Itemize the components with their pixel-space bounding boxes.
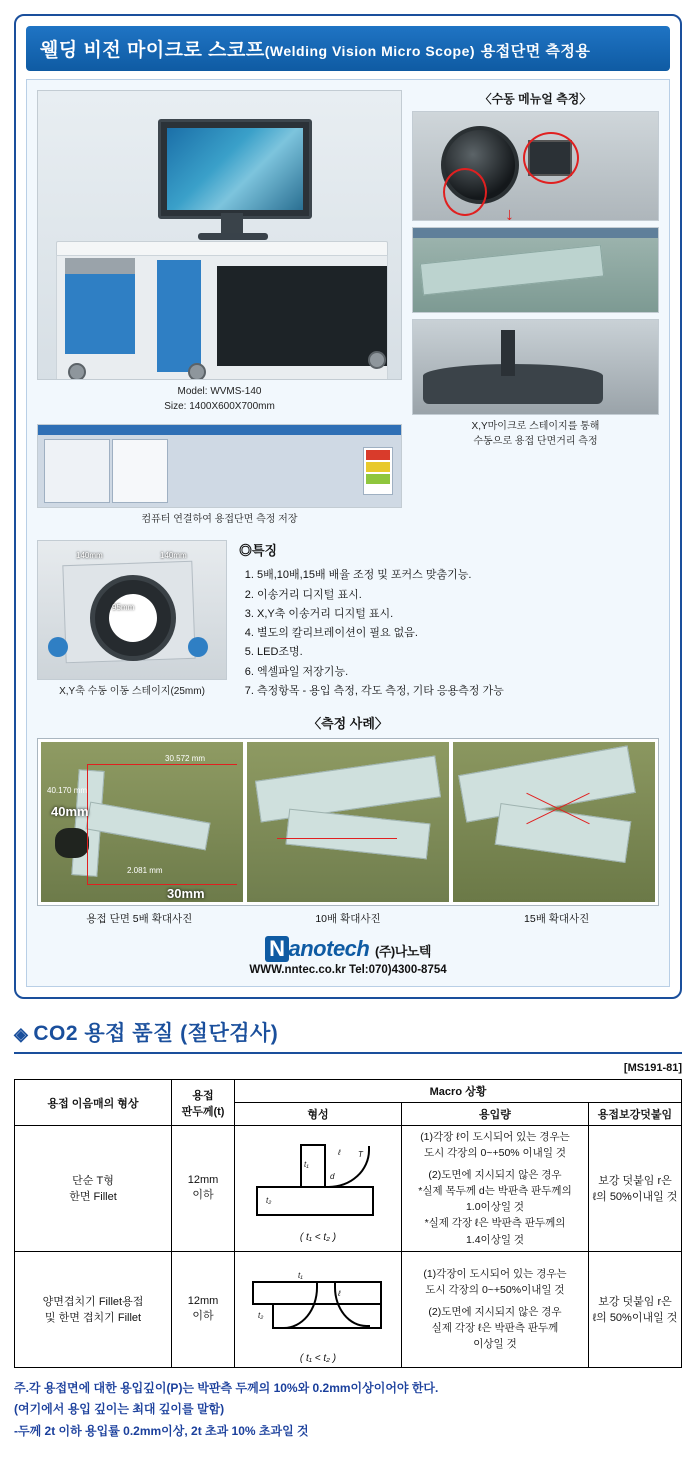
sketch-line [256,1186,258,1216]
reinforce-line-1: 보강 덧붙임 r은 [598,1175,672,1188]
sketch-label-t2: t₂ [266,1195,272,1205]
monitor-base [198,233,268,240]
th-thickness-line-2: 판두께(t) [181,1105,225,1118]
penetration-line: (1)각장 ℓ이 도시되어 있는 경우는 [420,1131,570,1143]
stage-detail-block [37,540,227,702]
manual-title: 〈수동 메뉴얼 측정〉 [479,92,592,106]
monitor-stand [221,213,243,235]
cell-penetration [402,1126,589,1252]
machine-block [37,90,402,528]
dim-inner-label: 95mm [112,602,135,612]
cell-shape [15,1126,172,1252]
cell-thickness [172,1251,235,1367]
machine-photo [37,90,402,380]
monitor-illustration [158,119,312,219]
brochure-footer [37,936,659,976]
caster-wheel [68,363,86,380]
feature-item: 5. LED조명. [257,643,659,662]
penetration-line: 도시 각장의 0~+50%이내일 것 [425,1284,565,1297]
vertical-dimension-label: 40mm [51,804,89,819]
dim-top-label: 140mm [76,550,103,560]
monitor-screen [167,128,303,210]
company-logo [37,936,659,962]
penetration-line: 실제 각장 ℓ은 박판측 판두께 [431,1321,559,1334]
dim-right-label: 140mm [160,550,187,560]
caster-wheel [188,363,206,380]
spec-title-text: CO2 용접 품질 (절단검사) [33,1022,279,1045]
logo-initial: N [265,936,288,962]
sample-caption: 용접 단면 5배 확대사진 [86,913,193,925]
sample-photo-10x [247,742,449,902]
spec-title [14,1017,682,1054]
sample-caption: 15배 확대사진 [524,913,590,925]
stage-caption [412,420,659,449]
stage-ring [90,575,176,661]
arrow-icon: ↓ [505,204,514,221]
stage-ring-inner [109,594,157,642]
sketch-line [256,1214,374,1216]
spec-table [14,1079,682,1368]
sketch-line [372,1186,374,1216]
reinforce-line-1: 보강 덧붙임 r은 [598,1296,672,1309]
software-panel-center [112,439,168,503]
sketch-weld-arc [324,1146,370,1188]
feature-item: 1. 5배,10배,15배 배율 조정 및 포커스 맞춤기능. [257,566,659,585]
sample-photo-15x [453,742,655,902]
thickness-line-1: 12mm [187,1295,219,1308]
weld-section [495,803,632,863]
brochure-body [26,79,670,987]
note-line: -두께 2t 이하 용입률 0.2mm이상, 2t 초과 10% 초과일 것 [14,1424,309,1439]
penetration-line: 1.0이상일 것 [465,1201,525,1214]
features-title: ◎특징 [239,542,278,558]
sketch-line [256,1186,374,1188]
th-penetration: 용입량 [402,1103,589,1126]
measure-label: 2.081 mm [127,866,163,875]
logo-main: anotech [288,936,370,961]
xy-stage-photo [412,319,659,415]
document-page [0,14,696,1459]
software-titlebar [38,425,401,435]
measure-line [87,884,237,885]
weld-section [286,809,431,860]
brochure-title-en: (Welding Vision Micro Scope) [264,43,476,59]
spec-table-head [15,1080,682,1126]
sketch-weld-arc [280,1283,318,1329]
table-header-row [15,1080,682,1103]
th-reinforce: 용접보강덧붙임 [589,1103,682,1126]
cell-reinforce [589,1251,682,1367]
feature-item: 4. 별도의 칼리브레이션이 필요 없음. [257,624,659,643]
manual-measure-photo [412,111,659,221]
cabinet-door-left [65,274,135,354]
spec-table-body [15,1126,682,1368]
brochure-row-1 [37,90,659,528]
stage-probe [501,330,515,376]
penetration-line: (2)도면에 지시되지 않은 경우 [428,1305,562,1318]
sketch-label-t2: t₂ [258,1310,264,1320]
measure-line [277,838,397,839]
th-macro: Macro 상황 [235,1080,682,1103]
penetration-line: *실제 각장 ℓ은 박판측 판두께의 [424,1217,566,1230]
cabinet-opening [217,266,387,366]
measure-line [87,764,237,765]
legend-swatch [366,462,390,472]
company-contact: WWW.nntec.co.kr Tel:070)4300-8754 [249,964,447,976]
diamond-icon: ◈ [14,1024,29,1044]
pc-software-photo [37,424,402,508]
brochure-header [26,26,670,71]
sketch-label-t1: t₁ [298,1270,303,1280]
stage-detail-photo [37,540,227,680]
sketch-line [300,1144,302,1186]
sketch-label-t1: t₁ [304,1159,309,1169]
sample-caption: 10배 확대사진 [315,913,381,925]
weld-bead [420,245,604,296]
weld-root [55,828,89,858]
sketch-note: ( t₁ < t₂ ) [299,1231,337,1243]
penetration-line: 이상일 것 [473,1338,517,1351]
penetration-line: (1)각장이 도시되어 있는 경우는 [423,1268,567,1281]
cell-sketch [235,1126,402,1252]
thickness-line-2: 이하 [192,1310,214,1323]
sketch-label-d: d [330,1171,335,1181]
penetration-line: 도시 각장의 0~+50% 이내일 것 [423,1147,567,1160]
weld-section [85,802,210,851]
sketch-line [252,1281,254,1305]
pc-caption: 컴퓨터 연결하여 용접단면 측정 저장 [141,514,298,525]
machine-model: Model: WVMS-140 [177,386,262,397]
shape-line-1: 단순 T형 [72,1175,114,1188]
reinforce-line-2: ℓ의 50%이내일 것 [592,1312,678,1325]
sketch-note: ( t₁ < t₂ ) [299,1352,337,1364]
desk-cabinet [56,255,388,380]
micrometer-knob [48,637,68,657]
cabinet-door-center [157,260,201,372]
measure-label: 30.572 mm [165,754,206,763]
stage-caption-line-2: 수동으로 용접 단면거리 측정 [473,435,598,447]
penetration-line: 1.4이상일 것 [465,1233,525,1246]
feature-item: 2. 이송거리 디지털 표시. [257,586,659,605]
sketch-line [300,1144,326,1146]
right-column [412,90,659,528]
penetration-line: *실제 목두께 d는 박판측 판두께의 [418,1184,572,1197]
micrometer-knob [188,637,208,657]
samples-title: 〈측정 사례〉 [308,716,388,731]
spec-doc-number: [MS191-81] [623,1062,682,1074]
shape-line-2: 한면 Fillet [69,1191,117,1204]
caster-wheel [368,351,386,369]
table-row [15,1251,682,1367]
th-shape: 용접 이음매의 형상 [15,1080,172,1126]
weld-section [255,756,441,823]
reinforce-line-2: ℓ의 50%이내일 것 [592,1191,678,1204]
feature-item: 3. X,Y축 이송거리 디지털 표시. [257,605,659,624]
cell-reinforce [589,1126,682,1252]
th-thickness-line-1: 용접 [192,1089,214,1102]
measure-line [87,764,88,884]
brochure-panel [14,14,682,999]
stage-detail-caption: X,Y축 수동 이동 스테이지(25mm) [59,685,205,697]
machine-size: Size: 1400X600X700mm [164,400,275,412]
features-list [239,566,659,701]
sketch-line [272,1303,274,1329]
brochure-row-2 [37,540,659,702]
samples-row [37,738,659,906]
shape-line-1: 양면겹치기 Fillet용접 [42,1296,144,1309]
measure-label: 40.170 mm [47,786,88,795]
sketch-line [380,1281,382,1329]
horizontal-dimension-label: 30mm [167,886,205,901]
logo-korean: (주)나노텍 [374,944,431,959]
thickness-line-2: 이하 [192,1189,214,1202]
shape-line-2: 및 한면 겹치기 Fillet [44,1312,142,1325]
legend-swatch [366,450,390,460]
th-thickness [172,1080,235,1126]
sketch-label-l: ℓ [338,1288,341,1298]
control-panel [65,258,135,274]
sample-photo-5x [41,742,243,902]
cell-sketch [235,1251,402,1367]
software-color-legend [363,447,393,495]
screenshot-titlebar [413,228,658,238]
highlight-circle [523,132,579,184]
software-panel-left [44,439,110,503]
feature-item: 6. 엑셀파일 저장기능. [257,663,659,682]
spec-section [14,1017,682,1443]
cell-shape [15,1251,172,1367]
feature-item: 7. 측정항목 - 용입 측정, 각도 측정, 기타 응용측정 가능 [257,682,659,701]
sketch-label-l: ℓ [338,1147,341,1157]
penetration-line: (2)도면에 지시되지 않은 경우 [428,1168,562,1181]
cell-thickness [172,1126,235,1252]
spec-notes [14,1378,682,1443]
legend-swatch [366,474,390,484]
weld-section-screenshot [412,227,659,313]
features-block [239,540,659,702]
highlight-circle [443,168,487,216]
sample-captions [37,911,659,926]
stage-caption-line-1: X,Y마이크로 스테이지를 통해 [471,421,600,432]
brochure-title-ko: 웰딩 비전 마이크로 스코프 [40,40,265,61]
fillet-sketch-2 [238,1255,398,1351]
th-formation: 형성 [235,1103,402,1126]
fillet-sketch-1 [238,1134,398,1230]
table-row [15,1126,682,1252]
note-line: 주.각 용접면에 대한 용입깊이(P)는 박판측 두께의 10%와 0.2mm이상이어야 한다. [14,1380,439,1395]
machine-caption [37,385,402,414]
cell-penetration [402,1251,589,1367]
brochure-title-tail: 용접단면 측정용 [480,43,591,60]
thickness-line-1: 12mm [187,1174,219,1187]
sketch-label-t: T [358,1149,363,1159]
note-line: (여기에서 용입 깊이는 최대 깊이를 말함) [14,1402,225,1417]
